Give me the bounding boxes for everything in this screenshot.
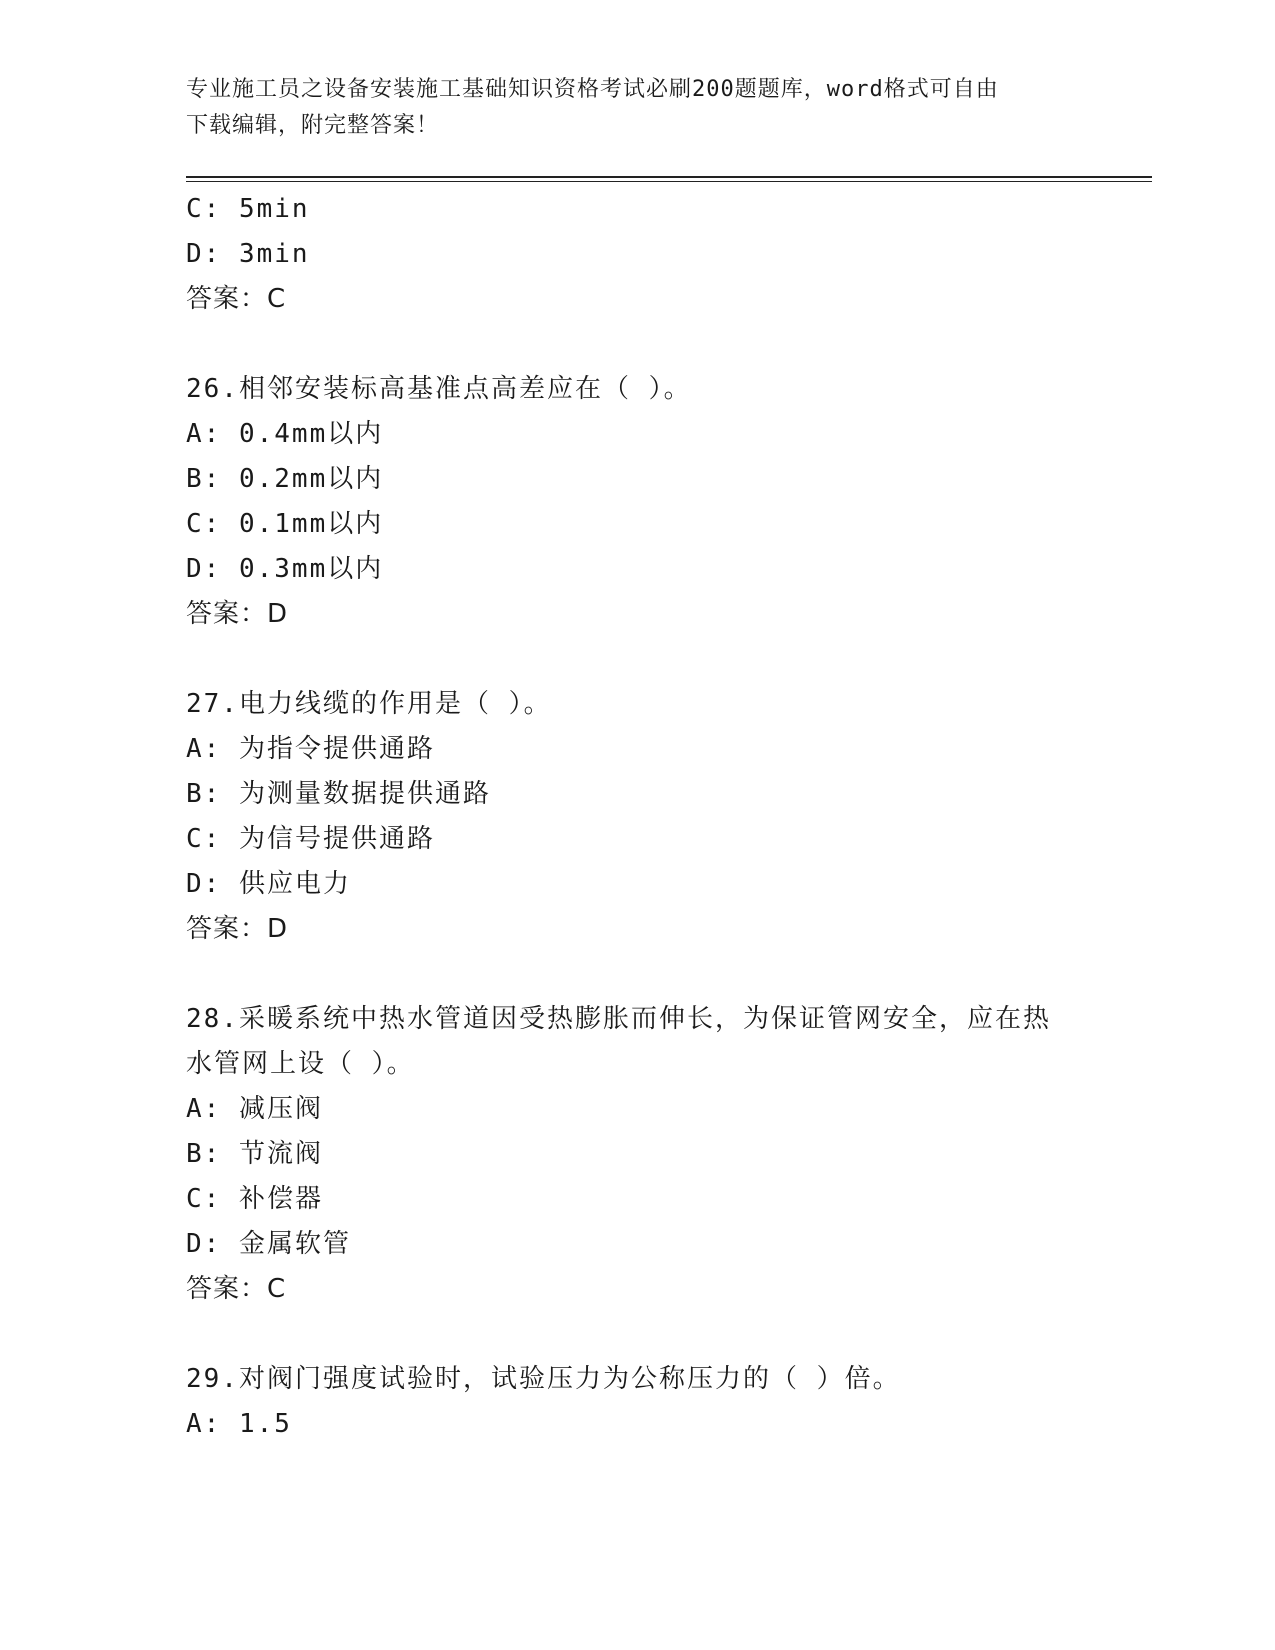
option-d: D: 0.3mm以内 — [186, 554, 384, 584]
option-b: B: 为测量数据提供通路 — [186, 779, 491, 809]
question-stem: 26.相邻安装标高基准点高差应在（ ）。 — [186, 374, 692, 404]
option-c: C: 为信号提供通路 — [186, 824, 435, 854]
answer-label: 答案：C — [186, 284, 287, 314]
option-c: C: 0.1mm以内 — [186, 509, 384, 539]
option-d: D: 供应电力 — [186, 869, 351, 899]
option-d: D: 3min — [186, 239, 310, 269]
answer-label: 答案：C — [186, 1274, 287, 1304]
question-stem-line-2: 水管网上设（ ）。 — [186, 1049, 415, 1079]
answer-label: 答案：D — [186, 914, 289, 944]
header-title-line-2: 下载编辑，附完整答案！ — [186, 113, 440, 138]
option-a: A: 0.4mm以内 — [186, 419, 384, 449]
header-title-line-1: 专业施工员之设备安装施工基础知识资格考试必刷200题题库，word格式可自由 — [186, 77, 999, 102]
question-stem: 27.电力线缆的作用是（ ）。 — [186, 689, 552, 719]
option-a: A: 减压阀 — [186, 1094, 323, 1124]
question-stem-line-1: 28.采暖系统中热水管道因受热膨胀而伸长，为保证管网安全，应在热 — [186, 1004, 1051, 1034]
option-c: C: 5min — [186, 194, 310, 224]
option-c: C: 补偿器 — [186, 1184, 323, 1214]
header-divider-thick — [186, 176, 1152, 178]
document-header — [186, 72, 1086, 144]
option-a: A: 为指令提供通路 — [186, 734, 435, 764]
answer-label: 答案：D — [186, 599, 289, 629]
option-b: B: 节流阀 — [186, 1139, 323, 1169]
option-d: D: 金属软管 — [186, 1229, 351, 1259]
option-b: B: 0.2mm以内 — [186, 464, 384, 494]
option-a: A: 1.5 — [186, 1409, 292, 1439]
question-stem: 29.对阀门强度试验时，试验压力为公称压力的（ ）倍。 — [186, 1364, 901, 1394]
header-divider-thin — [186, 181, 1152, 182]
